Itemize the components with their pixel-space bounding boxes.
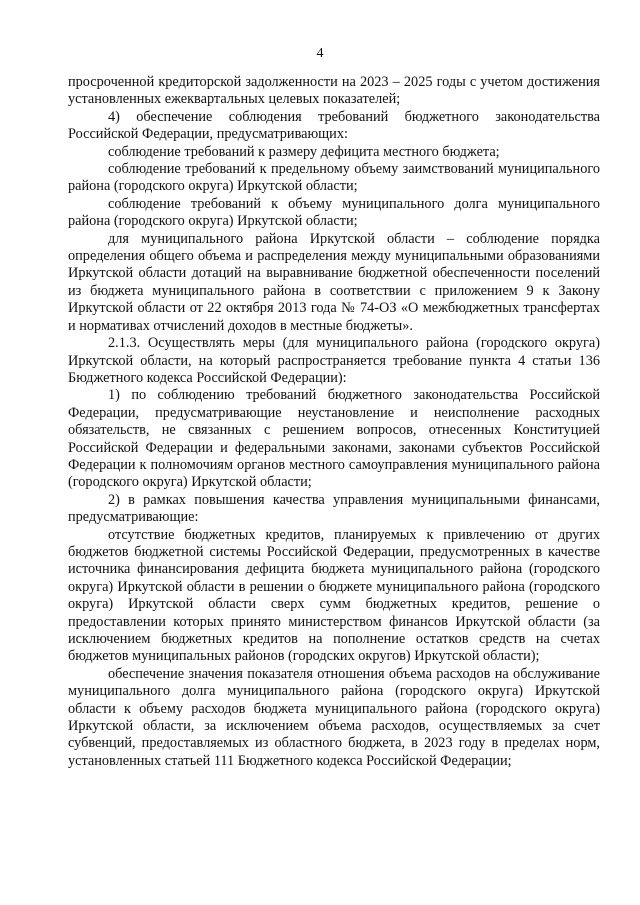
paragraph: просроченной кредиторской задолженности на 2023 – 2025 годы с учетом достижения установленных ежеквартальных целевых показателей; <box>68 74 600 108</box>
paragraph: обеспечение значения показателя отношения объема расходов на обслуживание муниципального долга муниципального района (городского округа) Иркутской области к объему расходов бюджета муниципального района (городского округа) Иркутской области, за исключением объема расходов, осуществляемых за счет субвенций, предоставляемых из областного бюджета, в 2023 году в пределах норм, установленных статьей 111 Бюджетного кодекса Российской Федерации; <box>68 665 600 769</box>
paragraph: 2) в рамках повышения качества управления муниципальными финансами, предусматривающие: <box>68 491 600 526</box>
paragraph: соблюдение требований к предельному объему заимствований муниципального района (городского округа) Иркутской области; <box>68 161 600 195</box>
paragraph: соблюдение требований к размеру дефицита местного бюджета; <box>108 143 500 160</box>
document-body <box>68 74 600 770</box>
paragraph: отсутствие бюджетных кредитов, планируемых к привлечению от других бюджетов бюджетной системы Российской Федерации, предусмотренных в качестве источника финансирования дефицита бюджета муниципального района (городского округа) Иркутской области в решении о бюджете муниципального района (городского округа) Иркутской области сверх сумм бюджетных кредитов, решение о предоставлении которых принято министерством финансов Иркутской области (за исключением бюджетных кредитов на пополнение остатков средств на счетах бюджетов муниципальных районов (городских округов) Иркутской области); <box>68 526 600 665</box>
paragraph: 2.1.3. Осуществлять меры (для муниципального района (городского округа) Иркутской области, на который распространяется требование пункта 4 статьи 136 Бюджетного кодекса Российской Федерации): <box>68 335 600 386</box>
paragraph: соблюдение требований к объему муниципального долга муниципального района (городского округа) Иркутской области; <box>68 195 600 230</box>
page-number: 4 <box>316 46 324 61</box>
paragraph: 1) по соблюдению требований бюджетного законодательства Российской Федерации, предусматривающие неустановление и неисполнение расходных обязательств, не связанных с решением вопросов, отнесенных Конституцией Российской Федерации и федеральными законами, законами субъектов Российской Федерации к полномочиям органов местного самоуправления муниципального района (городского округа) Иркутской области; <box>68 387 600 491</box>
paragraph: 4) обеспечение соблюдения требований бюджетного законодательства Российской Федерации, предусматривающих: <box>68 108 600 143</box>
paragraph: для муниципального района Иркутской области – соблюдение порядка определения общего объема и распределения между муниципальными образованиями Иркутской области дотаций на выравнивание бюджетной обеспеченности поселений из бюджета муниципального района в соответствии с приложением 9 к Закону Иркутской области от 22 октября 2013 года № 74-ОЗ «О межбюджетных трансфертах и нормативах отчислений доходов в местные бюджеты». <box>68 230 600 334</box>
